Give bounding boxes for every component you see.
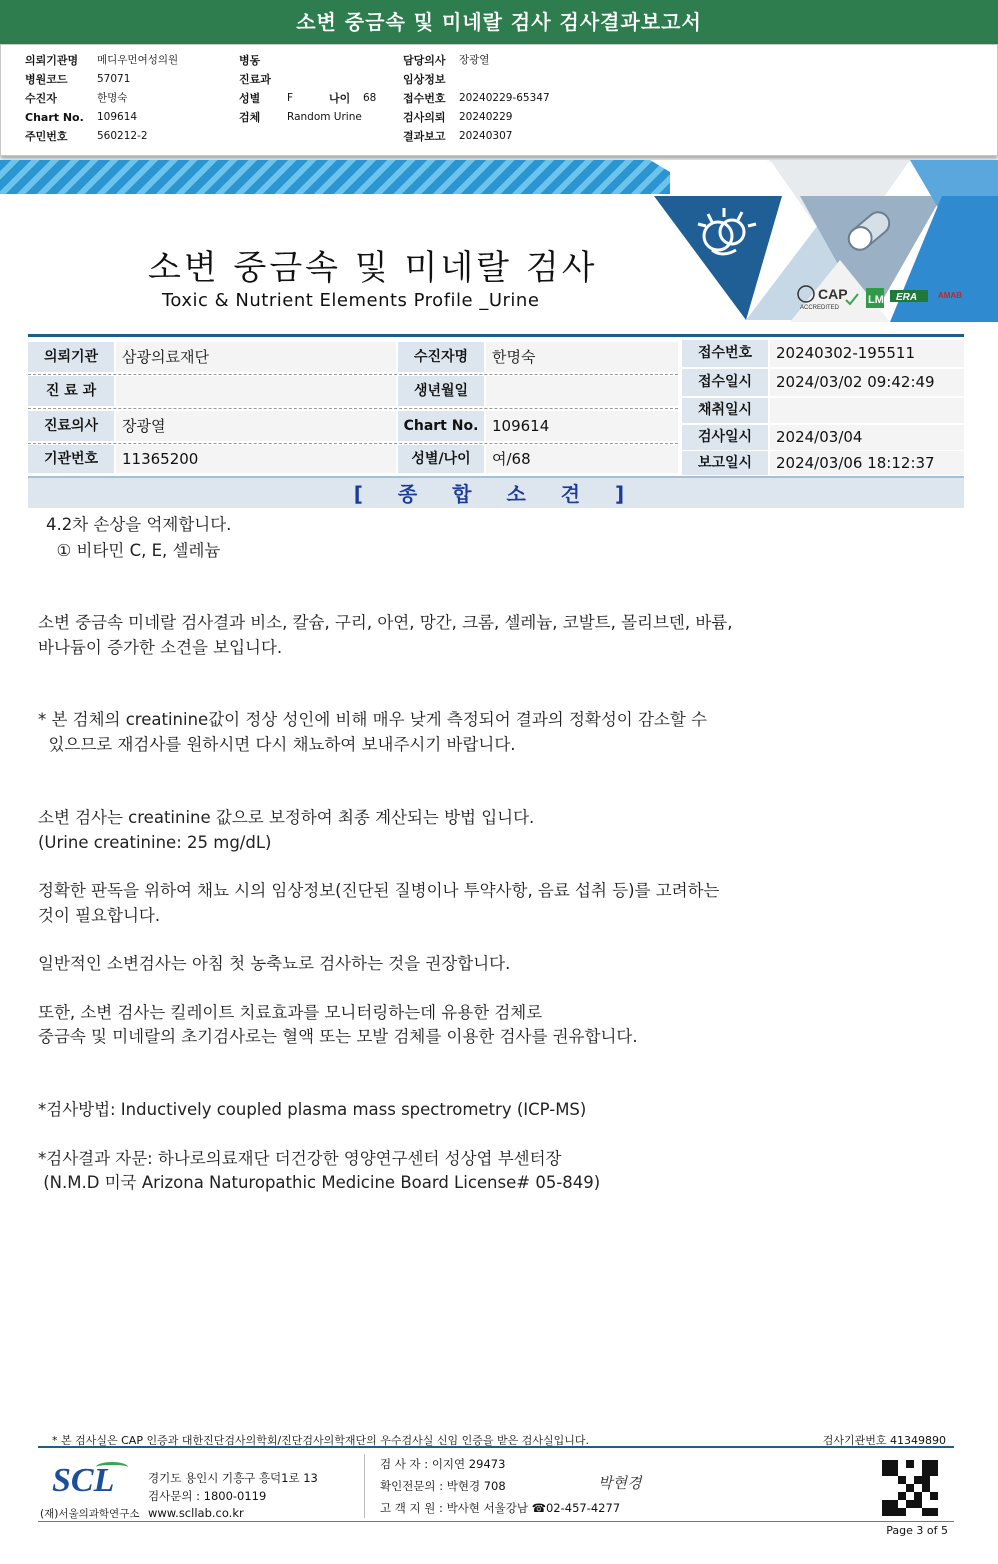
header-label: 성별 (239, 92, 261, 105)
info-label: 검사일시 (682, 425, 768, 450)
header-label: 접수번호 (403, 92, 446, 105)
lab-website: www.scllab.co.kr (148, 1506, 244, 1520)
info-label: 보고일시 (682, 451, 768, 475)
customer-support: 고 객 지 원 : 박사현 서울강남 ☎02-457-4277 (380, 1501, 621, 1515)
lab-address: 경기도 용인시 기흥구 흥덕1로 13 (148, 1471, 318, 1485)
info-label: 채취일시 (682, 398, 768, 423)
logo-swoosh (96, 1462, 128, 1472)
era-logo (890, 290, 928, 303)
info-value: 장광열 (116, 411, 396, 441)
amab-text: AMAB (938, 291, 962, 300)
opinion-line: 4.2차 손상을 억제합니다. (46, 515, 232, 534)
opinion-line: 중금속 및 미네랄의 초기검사로는 혈액 또는 모발 검체를 이용한 검사를 권유합니다. (38, 1027, 638, 1046)
header-value: 메디우먼여성의원 (97, 54, 179, 66)
lab-code: 검사기관번호 41349890 (822, 1434, 946, 1447)
info-value: 한명숙 (486, 342, 678, 372)
opinion-line: *검사방법: Inductively coupled plasma mass spectrometry (ICP-MS) (38, 1100, 587, 1119)
info-value (770, 398, 964, 423)
opinion-line: 것이 필요합니다. (38, 906, 161, 925)
header-label: Chart No. (25, 111, 84, 124)
age-label: 나이 (329, 92, 351, 105)
header-value: 20240229-65347 (459, 92, 550, 104)
summary-opinion-header: [ 종 합 소 견 ] (28, 476, 964, 508)
row-divider (28, 374, 678, 375)
certification-note: * 본 검사실은 CAP 인증과 대한진단검사의학회/진단검사의학재단의 우수검사실 신임 인증을 받은 검사실입니다. (52, 1434, 590, 1447)
opinion-line: 소변 중금속 미네랄 검사결과 비소, 칼슘, 구리, 아연, 망간, 크롬, 셀레늄, 코발트, 몰리브덴, 바륨, (38, 613, 733, 632)
info-value: 20240302-195511 (770, 340, 964, 367)
age-value: 68 (363, 92, 377, 104)
opinion-line: * 본 검체의 creatinine값이 정상 성인에 비해 매우 낮게 측정되어 결과의 정확성이 감소할 수 (38, 710, 707, 729)
header-label: 담당의사 (403, 54, 446, 67)
info-value: 여/68 (486, 445, 678, 473)
opinion-line: 또한, 소변 검사는 킬레이트 치료효과를 모니터링하는데 유용한 검체로 (38, 1003, 543, 1022)
header-value: 109614 (97, 111, 138, 123)
tester: 검 사 자 : 이지연 29473 (380, 1457, 506, 1471)
header-label: 검체 (239, 111, 261, 124)
cap-sub-text: ACCREDITED (800, 305, 840, 311)
opinion-line: 소변 검사는 creatinine 값으로 보정하여 최종 계산되는 방법 입니다. (38, 808, 535, 827)
banner-graphic (650, 160, 998, 322)
info-label: 진 료 과 (28, 376, 114, 406)
report-title-bar: 소변 중금속 및 미네랄 검사 검사결과보고서 (0, 0, 998, 44)
report-sub-title: Toxic & Nutrient Elements Profile _Urine (162, 290, 540, 311)
header-label: 병동 (239, 54, 261, 67)
lm-logo (866, 288, 884, 308)
header-col-patient (25, 51, 178, 146)
lab-name: (재)서울의과학연구소 (40, 1508, 140, 1520)
confirming-doctor: 확인전문의 : 박현경 708 (380, 1479, 506, 1493)
header-label: 검사의뢰 (403, 111, 446, 124)
header-label: 진료과 (239, 73, 271, 86)
opinion-line: (N.M.D 미국 Arizona Naturopathic Medicine Board License# 05-849) (38, 1173, 601, 1192)
info-label: 수진자명 (398, 342, 484, 372)
header-col-doctor (403, 51, 550, 146)
footer-divider (364, 1454, 365, 1518)
info-label: 접수일시 (682, 369, 768, 396)
opinion-line: (Urine creatinine: 25 mg/dL) (38, 833, 272, 852)
lab-phone: 검사문의 : 1800-0119 (148, 1489, 267, 1503)
header-label: 임상정보 (403, 73, 446, 86)
row-divider (28, 443, 678, 444)
header-label: 의뢰기관명 (25, 54, 79, 67)
opinion-line: ① 비타민 C, E, 셀레늄 (46, 541, 221, 560)
header-value: 57071 (97, 73, 131, 85)
patient-info-table (28, 334, 964, 472)
info-value: 11365200 (116, 445, 396, 473)
info-value: 109614 (486, 411, 678, 441)
qr-code-icon (882, 1460, 938, 1516)
footer (38, 1446, 954, 1522)
amab-logo (938, 291, 962, 300)
header-label: 주민번호 (25, 130, 68, 143)
header-col-ward (239, 51, 376, 127)
request-header (0, 44, 998, 156)
opinion-line: 있으므로 재검사를 원하시면 다시 채뇨하여 보내주시기 바랍니다. (38, 735, 516, 754)
cap-text: CAP (818, 286, 848, 302)
header-label: 결과보고 (403, 130, 446, 143)
decorative-stripe (0, 160, 670, 194)
info-value: 2024/03/02 09:42:49 (770, 369, 964, 396)
info-label: 의뢰기관 (28, 342, 114, 372)
header-value: 장광열 (459, 54, 490, 66)
info-value: 2024/03/06 18:12:37 (770, 451, 964, 475)
page-number: Page 3 of 5 (886, 1524, 948, 1537)
info-value (116, 376, 396, 406)
lm-text: LM (868, 294, 884, 306)
row-divider (28, 408, 678, 409)
header-value: Random Urine (287, 111, 362, 123)
info-label: 진료의사 (28, 411, 114, 441)
opinion-line: *검사결과 자문: 하나로의료재단 더건강한 영양연구센터 성상엽 부센터장 (38, 1149, 562, 1168)
info-value: 삼광의료재단 (116, 342, 396, 372)
header-value: 560212-2 (97, 130, 148, 142)
info-label: Chart No. (398, 411, 484, 441)
info-value: 2024/03/04 (770, 425, 964, 450)
info-label: 성별/나이 (398, 445, 484, 473)
report-main-title: 소변 중금속 및 미네랄 검사 (148, 248, 598, 288)
scl-logo: SCL (52, 1462, 115, 1499)
info-label: 접수번호 (682, 340, 768, 367)
info-label: 기관번호 (28, 445, 114, 473)
opinion-line: 정확한 판독을 위하여 채뇨 시의 임상정보(진단된 질병이나 투약사항, 음료 섭취 등)를 고려하는 (38, 881, 720, 900)
era-text: ERA (896, 292, 918, 303)
info-label: 생년월일 (398, 376, 484, 406)
header-value: F (287, 92, 294, 104)
header-value: 20240307 (459, 130, 513, 142)
header-label: 수진자 (25, 92, 57, 105)
info-value (486, 376, 678, 406)
opinion-line: 바나듐이 증가한 소견을 보입니다. (38, 638, 283, 657)
header-value: 한명숙 (97, 92, 128, 104)
header-label: 병원코드 (25, 73, 68, 86)
header-value: 20240229 (459, 111, 513, 123)
signature: 박현경 (598, 1474, 642, 1492)
opinion-line: 일반적인 소변검사는 아침 첫 농축뇨로 검사하는 것을 권장합니다. (38, 954, 511, 973)
